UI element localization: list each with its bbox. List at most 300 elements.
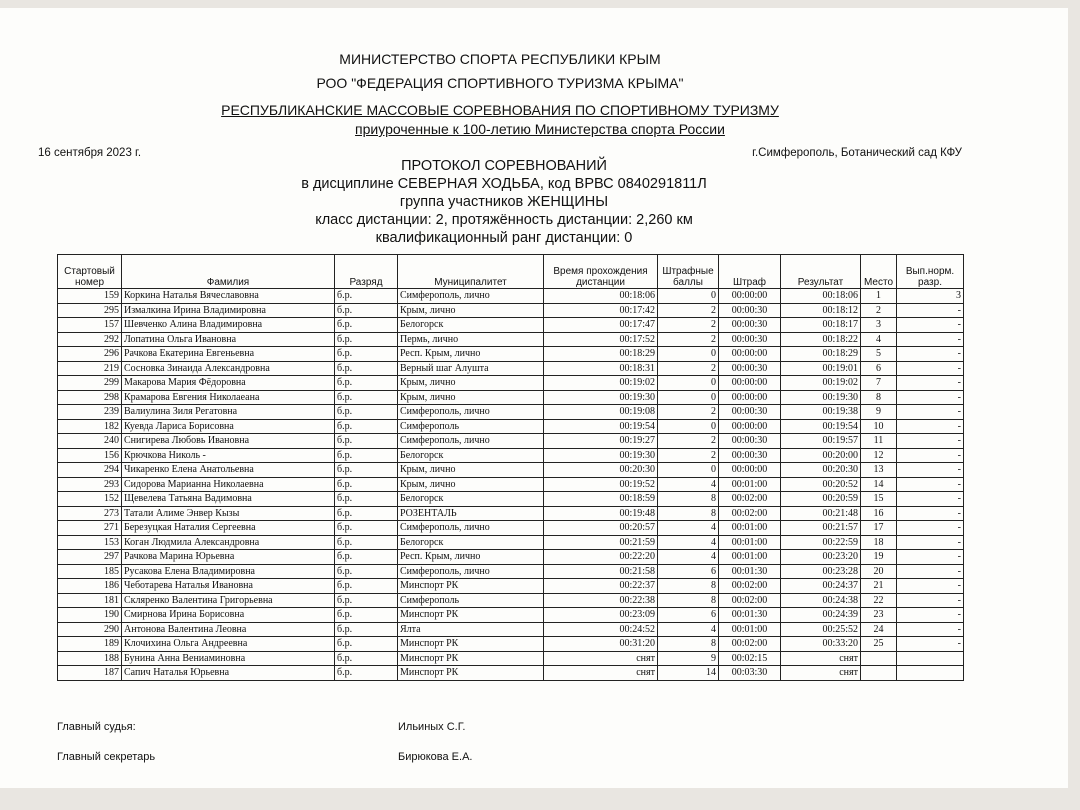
chief-judge-name: Ильиных С.Г. bbox=[398, 721, 466, 733]
rank-cell: б.р. bbox=[335, 506, 398, 521]
distance-time-cell: 00:17:52 bbox=[544, 332, 658, 347]
place-cell: 22 bbox=[861, 593, 897, 608]
result-cell: 00:23:20 bbox=[781, 550, 861, 565]
penalty-points-cell: 2 bbox=[658, 361, 719, 376]
table-row bbox=[58, 361, 964, 376]
surname-cell: Лопатина Ольга Ивановна bbox=[122, 332, 335, 347]
rank-fulfilled-cell: - bbox=[897, 303, 964, 318]
surname-cell: Березуцкая Наталия Сергеевна bbox=[122, 521, 335, 536]
rank-cell: б.р. bbox=[335, 666, 398, 681]
start-number-cell: 299 bbox=[58, 376, 122, 391]
start-number-cell: 190 bbox=[58, 608, 122, 623]
result-cell: 00:21:57 bbox=[781, 521, 861, 536]
municipality-cell: Белогорск bbox=[398, 318, 544, 333]
start-number-cell: 273 bbox=[58, 506, 122, 521]
place-cell bbox=[861, 651, 897, 666]
rank-cell: б.р. bbox=[335, 521, 398, 536]
rank-fulfilled-cell: - bbox=[897, 550, 964, 565]
result-cell: 00:19:01 bbox=[781, 361, 861, 376]
place-cell: 1 bbox=[861, 289, 897, 304]
penalty-cell: 00:00:30 bbox=[719, 318, 781, 333]
distance-time-cell: 00:18:31 bbox=[544, 361, 658, 376]
place-cell: 16 bbox=[861, 506, 897, 521]
distance-time-cell: снят bbox=[544, 666, 658, 681]
rank-fulfilled-cell: - bbox=[897, 564, 964, 579]
penalty-points-cell: 14 bbox=[658, 666, 719, 681]
rank-fulfilled-cell: - bbox=[897, 347, 964, 362]
place-cell: 20 bbox=[861, 564, 897, 579]
start-number-cell: 157 bbox=[58, 318, 122, 333]
penalty-cell: 00:00:00 bbox=[719, 463, 781, 478]
municipality-cell: Симферополь, лично bbox=[398, 405, 544, 420]
penalty-cell: 00:00:30 bbox=[719, 303, 781, 318]
result-cell: 00:20:30 bbox=[781, 463, 861, 478]
penalty-cell: 00:01:00 bbox=[719, 622, 781, 637]
penalty-cell: 00:01:00 bbox=[719, 477, 781, 492]
municipality-cell: Пермь, лично bbox=[398, 332, 544, 347]
result-cell: 00:18:22 bbox=[781, 332, 861, 347]
distance-time-cell: 00:19:02 bbox=[544, 376, 658, 391]
table-row bbox=[58, 303, 964, 318]
penalty-points-cell: 8 bbox=[658, 593, 719, 608]
rank-fulfilled-cell bbox=[897, 666, 964, 681]
penalty-points-cell: 0 bbox=[658, 289, 719, 304]
surname-cell: Макарова Мария Фёдоровна bbox=[122, 376, 335, 391]
col-rank-fulfilled: Вып.норм. разр. bbox=[897, 255, 964, 289]
distance-time-cell: 00:21:58 bbox=[544, 564, 658, 579]
municipality-cell: Минспорт РК bbox=[398, 666, 544, 681]
penalty-cell: 00:00:30 bbox=[719, 405, 781, 420]
surname-cell: Сосновка Зинаида Александровна bbox=[122, 361, 335, 376]
result-cell: 00:21:48 bbox=[781, 506, 861, 521]
penalty-points-cell: 8 bbox=[658, 506, 719, 521]
municipality-cell: Респ. Крым, лично bbox=[398, 347, 544, 362]
surname-cell: Клочихина Ольга Андреевна bbox=[122, 637, 335, 652]
rank-cell: б.р. bbox=[335, 405, 398, 420]
place-cell: 2 bbox=[861, 303, 897, 318]
start-number-cell: 156 bbox=[58, 448, 122, 463]
col-penalty: Штраф bbox=[719, 255, 781, 289]
col-result: Результат bbox=[781, 255, 861, 289]
distance-time-cell: 00:23:09 bbox=[544, 608, 658, 623]
result-cell: 00:22:59 bbox=[781, 535, 861, 550]
table-row bbox=[58, 637, 964, 652]
federation-title: РОО "ФЕДЕРАЦИЯ СПОРТИВНОГО ТУРИЗМА КРЫМА" bbox=[316, 75, 684, 91]
table-row bbox=[58, 289, 964, 304]
municipality-cell: Крым, лично bbox=[398, 463, 544, 478]
start-number-cell: 153 bbox=[58, 535, 122, 550]
result-cell: 00:20:59 bbox=[781, 492, 861, 507]
penalty-points-cell: 6 bbox=[658, 564, 719, 579]
table-row bbox=[58, 390, 964, 405]
municipality-cell: Симферополь, лично bbox=[398, 434, 544, 449]
place-cell bbox=[861, 666, 897, 681]
surname-cell: Валиулина Зиля Регатовна bbox=[122, 405, 335, 420]
result-cell: 00:18:29 bbox=[781, 347, 861, 362]
municipality-cell: РОЗЕНТАЛЬ bbox=[398, 506, 544, 521]
rank-cell: б.р. bbox=[335, 651, 398, 666]
chief-secretary-name: Бирюкова Е.А. bbox=[398, 751, 473, 763]
table-row bbox=[58, 579, 964, 594]
rank-fulfilled-cell: - bbox=[897, 434, 964, 449]
rank-fulfilled-cell: - bbox=[897, 361, 964, 376]
place-cell: 13 bbox=[861, 463, 897, 478]
event-title: РЕСПУБЛИКАНСКИЕ МАССОВЫЕ СОРЕВНОВАНИЯ ПО СПОРТИВНОМУ ТУРИЗМУ bbox=[221, 102, 779, 118]
penalty-cell: 00:02:00 bbox=[719, 593, 781, 608]
distance-time-cell: 00:17:42 bbox=[544, 303, 658, 318]
table-row bbox=[58, 347, 964, 362]
surname-cell: Коркина Наталья Вячеславовна bbox=[122, 289, 335, 304]
col-surname: Фамилия bbox=[122, 255, 335, 289]
col-rank: Разряд bbox=[335, 255, 398, 289]
result-cell: 00:19:57 bbox=[781, 434, 861, 449]
results-table bbox=[57, 254, 964, 681]
place-cell: 21 bbox=[861, 579, 897, 594]
place-cell: 19 bbox=[861, 550, 897, 565]
place-cell: 8 bbox=[861, 390, 897, 405]
surname-cell: Чикаренко Елена Анатольевна bbox=[122, 463, 335, 478]
protocol-title: ПРОТОКОЛ СОРЕВНОВАНИЙ bbox=[401, 158, 607, 174]
surname-cell: Скляренко Валентина Григорьевна bbox=[122, 593, 335, 608]
distance-time-cell: 00:22:20 bbox=[544, 550, 658, 565]
surname-cell: Коган Людмила Александровна bbox=[122, 535, 335, 550]
penalty-cell: 00:00:00 bbox=[719, 419, 781, 434]
distance-time-cell: 00:21:59 bbox=[544, 535, 658, 550]
distance-time-cell: 00:19:54 bbox=[544, 419, 658, 434]
municipality-cell: Крым, лично bbox=[398, 303, 544, 318]
surname-cell: Щевелева Татьяна Вадимовна bbox=[122, 492, 335, 507]
place-cell: 7 bbox=[861, 376, 897, 391]
surname-cell: Бунина Анна Вениаминовна bbox=[122, 651, 335, 666]
municipality-cell: Респ. Крым, лично bbox=[398, 550, 544, 565]
surname-cell: Шевченко Алина Владимировна bbox=[122, 318, 335, 333]
rank-fulfilled-cell: - bbox=[897, 448, 964, 463]
municipality-cell: Минспорт РК bbox=[398, 608, 544, 623]
penalty-points-cell: 8 bbox=[658, 492, 719, 507]
distance-time-cell: 00:18:06 bbox=[544, 289, 658, 304]
rank-cell: б.р. bbox=[335, 579, 398, 594]
penalty-points-cell: 0 bbox=[658, 376, 719, 391]
place-cell: 15 bbox=[861, 492, 897, 507]
penalty-cell: 00:02:00 bbox=[719, 579, 781, 594]
place-cell: 18 bbox=[861, 535, 897, 550]
penalty-cell: 00:01:00 bbox=[719, 521, 781, 536]
start-number-cell: 295 bbox=[58, 303, 122, 318]
penalty-cell: 00:03:30 bbox=[719, 666, 781, 681]
municipality-cell: Крым, лично bbox=[398, 390, 544, 405]
rank-cell: б.р. bbox=[335, 289, 398, 304]
distance-time-cell: 00:18:59 bbox=[544, 492, 658, 507]
start-number-cell: 294 bbox=[58, 463, 122, 478]
surname-cell: Крамарова Евгения Николаеана bbox=[122, 390, 335, 405]
table-row bbox=[58, 477, 964, 492]
table-row bbox=[58, 506, 964, 521]
rank-cell: б.р. bbox=[335, 564, 398, 579]
rank-cell: б.р. bbox=[335, 332, 398, 347]
rank-fulfilled-cell: - bbox=[897, 608, 964, 623]
rank-fulfilled-cell: - bbox=[897, 405, 964, 420]
place-cell: 4 bbox=[861, 332, 897, 347]
table-row bbox=[58, 550, 964, 565]
municipality-cell: Белогорск bbox=[398, 535, 544, 550]
result-cell: 00:23:28 bbox=[781, 564, 861, 579]
penalty-points-cell: 2 bbox=[658, 434, 719, 449]
table-row bbox=[58, 622, 964, 637]
place-cell: 25 bbox=[861, 637, 897, 652]
distance-time-cell: 00:19:30 bbox=[544, 448, 658, 463]
municipality-cell: Симферополь bbox=[398, 419, 544, 434]
rank-fulfilled-cell: - bbox=[897, 332, 964, 347]
distance-time-cell: 00:18:29 bbox=[544, 347, 658, 362]
distance-time-cell: 00:19:52 bbox=[544, 477, 658, 492]
table-header-row bbox=[58, 255, 964, 289]
surname-cell: Сапич Наталья Юрьевна bbox=[122, 666, 335, 681]
rank-cell: б.р. bbox=[335, 376, 398, 391]
place-cell: 3 bbox=[861, 318, 897, 333]
penalty-cell: 00:01:00 bbox=[719, 535, 781, 550]
municipality-cell: Ялта bbox=[398, 622, 544, 637]
rank-fulfilled-cell: - bbox=[897, 622, 964, 637]
rank-cell: б.р. bbox=[335, 622, 398, 637]
table-row bbox=[58, 318, 964, 333]
place-cell: 11 bbox=[861, 434, 897, 449]
place-cell: 10 bbox=[861, 419, 897, 434]
col-municipality: Муниципалитет bbox=[398, 255, 544, 289]
distance-time-cell: 00:20:57 bbox=[544, 521, 658, 536]
table-row bbox=[58, 666, 964, 681]
start-number-cell: 189 bbox=[58, 637, 122, 652]
qualification-rank-line: квалификационный ранг дистанции: 0 bbox=[375, 230, 633, 246]
penalty-cell: 00:00:00 bbox=[719, 289, 781, 304]
result-cell: 00:33:20 bbox=[781, 637, 861, 652]
result-cell: 00:25:52 bbox=[781, 622, 861, 637]
result-cell: 00:19:30 bbox=[781, 390, 861, 405]
municipality-cell: Симферополь, лично bbox=[398, 521, 544, 536]
distance-time-cell: 00:22:38 bbox=[544, 593, 658, 608]
distance-time-cell: 00:19:30 bbox=[544, 390, 658, 405]
rank-fulfilled-cell: - bbox=[897, 506, 964, 521]
start-number-cell: 188 bbox=[58, 651, 122, 666]
penalty-cell: 00:00:30 bbox=[719, 332, 781, 347]
table-row bbox=[58, 376, 964, 391]
rank-cell: б.р. bbox=[335, 477, 398, 492]
start-number-cell: 293 bbox=[58, 477, 122, 492]
event-date: 16 сентября 2023 г. bbox=[38, 147, 142, 159]
rank-fulfilled-cell: 3 bbox=[897, 289, 964, 304]
penalty-cell: 00:02:15 bbox=[719, 651, 781, 666]
table-row bbox=[58, 448, 964, 463]
rank-fulfilled-cell: - bbox=[897, 463, 964, 478]
surname-cell: Крючкова Николь - bbox=[122, 448, 335, 463]
penalty-points-cell: 0 bbox=[658, 463, 719, 478]
penalty-points-cell: 4 bbox=[658, 622, 719, 637]
rank-fulfilled-cell: - bbox=[897, 521, 964, 536]
municipality-cell: Верный шаг Алушта bbox=[398, 361, 544, 376]
rank-cell: б.р. bbox=[335, 361, 398, 376]
start-number-cell: 219 bbox=[58, 361, 122, 376]
rank-cell: б.р. bbox=[335, 434, 398, 449]
table-row bbox=[58, 405, 964, 420]
surname-cell: Русакова Елена Владимировна bbox=[122, 564, 335, 579]
distance-time-cell: 00:31:20 bbox=[544, 637, 658, 652]
dedication-line: приуроченные к 100-летию Министерства спорта России bbox=[355, 121, 725, 137]
penalty-points-cell: 0 bbox=[658, 390, 719, 405]
place-cell: 5 bbox=[861, 347, 897, 362]
table-row bbox=[58, 564, 964, 579]
rank-cell: б.р. bbox=[335, 347, 398, 362]
chief-secretary-label: Главный секретарь bbox=[57, 751, 156, 763]
rank-cell: б.р. bbox=[335, 637, 398, 652]
municipality-cell: Симферополь bbox=[398, 593, 544, 608]
distance-class-line: класс дистанции: 2, протяжённость дистанции: 2,260 км bbox=[315, 212, 693, 228]
municipality-cell: Симферополь, лично bbox=[398, 289, 544, 304]
start-number-cell: 298 bbox=[58, 390, 122, 405]
start-number-cell: 240 bbox=[58, 434, 122, 449]
start-number-cell: 186 bbox=[58, 579, 122, 594]
penalty-points-cell: 2 bbox=[658, 332, 719, 347]
penalty-points-cell: 4 bbox=[658, 477, 719, 492]
rank-cell: б.р. bbox=[335, 318, 398, 333]
result-cell: 00:24:39 bbox=[781, 608, 861, 623]
table-row bbox=[58, 593, 964, 608]
surname-cell: Рачкова Марина Юрьевна bbox=[122, 550, 335, 565]
penalty-cell: 00:00:00 bbox=[719, 390, 781, 405]
penalty-cell: 00:02:00 bbox=[719, 506, 781, 521]
table-row bbox=[58, 521, 964, 536]
table-row bbox=[58, 535, 964, 550]
result-cell: 00:24:37 bbox=[781, 579, 861, 594]
penalty-points-cell: 2 bbox=[658, 318, 719, 333]
penalty-points-cell: 0 bbox=[658, 347, 719, 362]
col-start-number: Стартовый номер bbox=[58, 255, 122, 289]
rank-fulfilled-cell: - bbox=[897, 637, 964, 652]
penalty-cell: 00:00:00 bbox=[719, 376, 781, 391]
penalty-cell: 00:00:30 bbox=[719, 361, 781, 376]
start-number-cell: 297 bbox=[58, 550, 122, 565]
distance-time-cell: 00:24:52 bbox=[544, 622, 658, 637]
penalty-cell: 00:01:30 bbox=[719, 564, 781, 579]
penalty-points-cell: 4 bbox=[658, 521, 719, 536]
result-cell: снят bbox=[781, 651, 861, 666]
document-page bbox=[0, 8, 1068, 788]
rank-cell: б.р. bbox=[335, 448, 398, 463]
rank-cell: б.р. bbox=[335, 550, 398, 565]
penalty-cell: 00:00:30 bbox=[719, 434, 781, 449]
result-cell: 00:19:38 bbox=[781, 405, 861, 420]
place-cell: 12 bbox=[861, 448, 897, 463]
group-line: группа участников ЖЕНЩИНЫ bbox=[399, 194, 609, 210]
discipline-line: в дисциплине СЕВЕРНАЯ ХОДЬБА, код ВРВС 0840291811Л bbox=[301, 176, 707, 192]
municipality-cell: Крым, лично bbox=[398, 376, 544, 391]
municipality-cell: Белогорск bbox=[398, 448, 544, 463]
municipality-cell: Белогорск bbox=[398, 492, 544, 507]
start-number-cell: 185 bbox=[58, 564, 122, 579]
surname-cell: Смирнова Ирина Борисовна bbox=[122, 608, 335, 623]
surname-cell: Снигирева Любовь Ивановна bbox=[122, 434, 335, 449]
start-number-cell: 187 bbox=[58, 666, 122, 681]
penalty-points-cell: 8 bbox=[658, 579, 719, 594]
penalty-points-cell: 0 bbox=[658, 419, 719, 434]
penalty-cell: 00:01:30 bbox=[719, 608, 781, 623]
start-number-cell: 182 bbox=[58, 419, 122, 434]
rank-fulfilled-cell: - bbox=[897, 579, 964, 594]
penalty-points-cell: 4 bbox=[658, 550, 719, 565]
penalty-points-cell: 6 bbox=[658, 608, 719, 623]
result-cell: 00:24:38 bbox=[781, 593, 861, 608]
penalty-cell: 00:00:30 bbox=[719, 448, 781, 463]
table-row bbox=[58, 492, 964, 507]
col-place: Место bbox=[861, 255, 897, 289]
rank-fulfilled-cell: - bbox=[897, 419, 964, 434]
ministry-title: МИНИСТЕРСТВО СПОРТА РЕСПУБЛИКИ КРЫМ bbox=[339, 51, 661, 67]
rank-fulfilled-cell: - bbox=[897, 390, 964, 405]
result-cell: 00:19:54 bbox=[781, 419, 861, 434]
rank-cell: б.р. bbox=[335, 390, 398, 405]
rank-cell: б.р. bbox=[335, 492, 398, 507]
rank-fulfilled-cell: - bbox=[897, 477, 964, 492]
table-row bbox=[58, 651, 964, 666]
distance-time-cell: 00:20:30 bbox=[544, 463, 658, 478]
place-cell: 23 bbox=[861, 608, 897, 623]
rank-cell: б.р. bbox=[335, 303, 398, 318]
table-row bbox=[58, 434, 964, 449]
rank-cell: б.р. bbox=[335, 463, 398, 478]
penalty-cell: 00:02:00 bbox=[719, 492, 781, 507]
penalty-points-cell: 4 bbox=[658, 535, 719, 550]
distance-time-cell: 00:17:47 bbox=[544, 318, 658, 333]
table-row bbox=[58, 608, 964, 623]
rank-fulfilled-cell bbox=[897, 651, 964, 666]
result-cell: 00:19:02 bbox=[781, 376, 861, 391]
rank-fulfilled-cell: - bbox=[897, 535, 964, 550]
place-cell: 14 bbox=[861, 477, 897, 492]
penalty-points-cell: 9 bbox=[658, 651, 719, 666]
start-number-cell: 292 bbox=[58, 332, 122, 347]
result-cell: 00:18:12 bbox=[781, 303, 861, 318]
rank-fulfilled-cell: - bbox=[897, 376, 964, 391]
event-place: г.Симферополь, Ботанический сад КФУ bbox=[752, 147, 962, 159]
place-cell: 24 bbox=[861, 622, 897, 637]
surname-cell: Антонова Валентина Леовна bbox=[122, 622, 335, 637]
rank-fulfilled-cell: - bbox=[897, 492, 964, 507]
penalty-points-cell: 2 bbox=[658, 303, 719, 318]
start-number-cell: 181 bbox=[58, 593, 122, 608]
table-row bbox=[58, 419, 964, 434]
start-number-cell: 239 bbox=[58, 405, 122, 420]
place-cell: 6 bbox=[861, 361, 897, 376]
distance-time-cell: 00:19:48 bbox=[544, 506, 658, 521]
municipality-cell: Минспорт РК bbox=[398, 637, 544, 652]
result-cell: 00:18:17 bbox=[781, 318, 861, 333]
surname-cell: Татали Алиме Энвер Кызы bbox=[122, 506, 335, 521]
penalty-points-cell: 2 bbox=[658, 448, 719, 463]
result-cell: 00:18:06 bbox=[781, 289, 861, 304]
rank-cell: б.р. bbox=[335, 535, 398, 550]
place-cell: 17 bbox=[861, 521, 897, 536]
municipality-cell: Минспорт РК bbox=[398, 651, 544, 666]
surname-cell: Чеботарева Наталья Ивановна bbox=[122, 579, 335, 594]
distance-time-cell: 00:19:27 bbox=[544, 434, 658, 449]
penalty-cell: 00:01:00 bbox=[719, 550, 781, 565]
start-number-cell: 271 bbox=[58, 521, 122, 536]
rank-fulfilled-cell: - bbox=[897, 318, 964, 333]
start-number-cell: 290 bbox=[58, 622, 122, 637]
result-cell: 00:20:52 bbox=[781, 477, 861, 492]
rank-cell: б.р. bbox=[335, 593, 398, 608]
surname-cell: Измалкина Ирина Владимировна bbox=[122, 303, 335, 318]
start-number-cell: 159 bbox=[58, 289, 122, 304]
distance-time-cell: 00:22:37 bbox=[544, 579, 658, 594]
